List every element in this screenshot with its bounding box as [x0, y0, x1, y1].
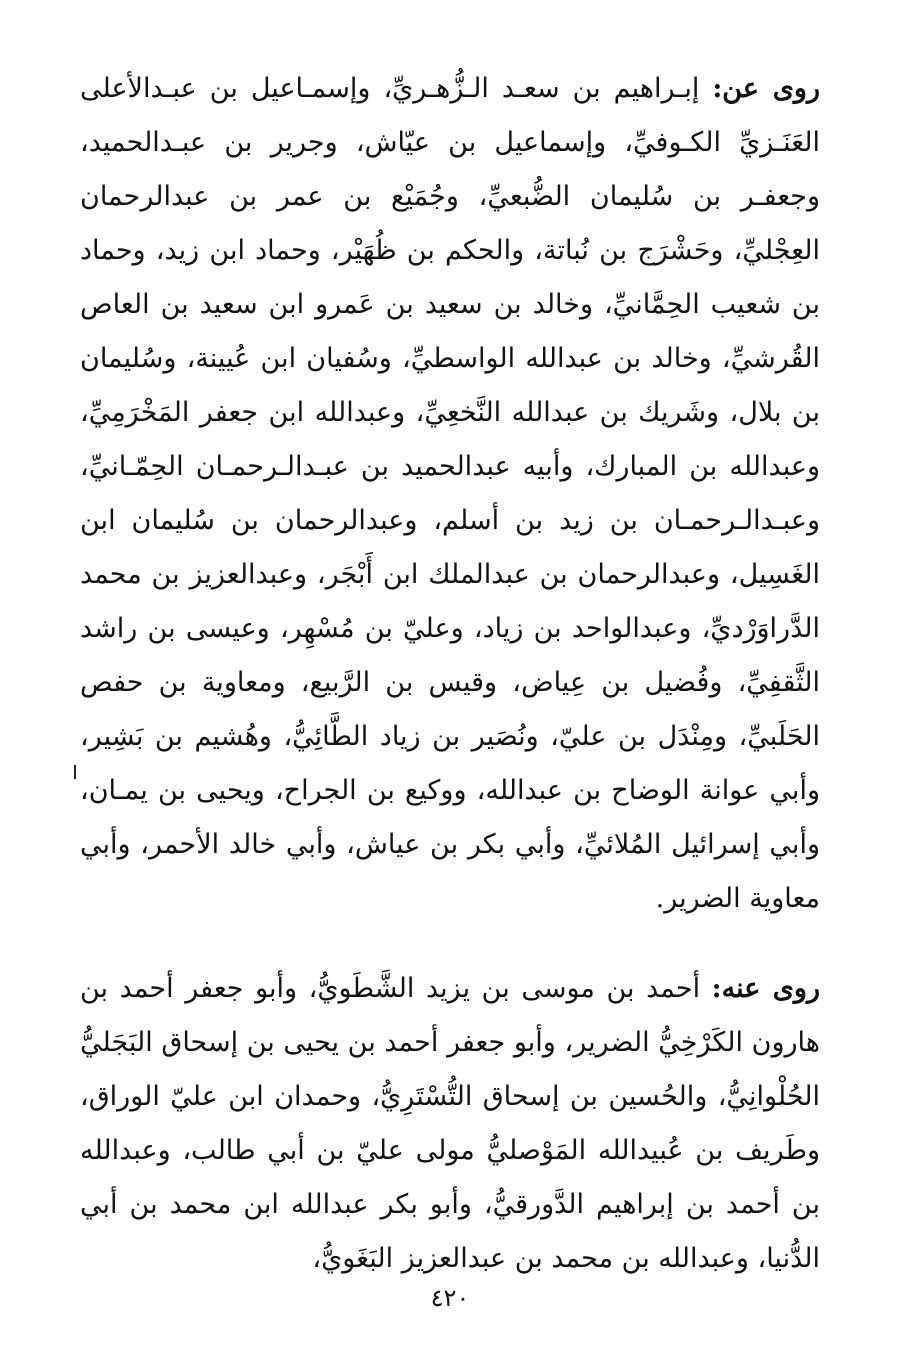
document-page [80, 62, 820, 1312]
narrated-from-text: إبـراهيم بن سعـد الـزُّهـريِّ، وإسمـاعيل بن عبـدالأعلى العَنَـزيِّ الكـوفيِّ، وإسماعيل بن عيّاش، وجرير بن عبـدالحميد، وجعفـر بن سُليمان الضُّبعيِّ، وجُمَيْع بن عمر بن عبدالرحمان العِجْليِّ، وحَشْرَج بن نُباتة، والحكم بن ظُهَيْر، وحماد ابن زيد، وحماد بن شعيب الحِمَّانيِّ، وخالد بن سعيد بن عَمرو ابن سعيد بن العاص القُرشيِّ، وخالد بن عبدالله الواسطيِّ، وسُفيان ابن عُيينة، وسُليمان بن بلال، وشَريك بن عبدالله النَّخعِيِّ، وعبدالله ابن جعفر المَخْرَمِيِّ، وعبدالله بن المبارك، وأبيه عبدالحميد بن عبـدالـرحمـان الحِمّـانيِّ، وعبـدالـرحمـان بن زيد بن أسلم، وعبدالرحمان بن سُليمان ابن الغَسِيل، وعبدالرحمان بن عبدالملك ابن أَبْجَر، وعبدالعزيز بن محمد الدَّراوَرْديِّ، وعبدالواحد بن زياد، وعليّ بن مُسْهِر، وعيسى بن راشد الثَّقفِيِّ، وفُضيل بن عِياض، وقيس بن الرَّبيع، ومعاوية بن حفص الحَلَبيِّ، ومِنْدَل بن عليّ، ونُصَير بن زياد الطَّائِيُّ، وهُشيم بن بَشِير، وأبي عوانة الوضاح بن عبدالله، ووكيع بن الجراح، ويحيى بن يمـان، وأبي إسرائيل المُلائيِّ، وأبي بكر بن عياش، وأبي خالد الأحمر، وأبي معاوية الضرير. [80, 73, 820, 914]
page-number: ٤٢٠ [430, 1284, 470, 1312]
narrated-from-paragraph [80, 62, 820, 926]
narrated-by-label: روى عنه: [711, 973, 820, 1004]
narrated-by-text: أحمد بن موسى بن يزيد الشَّطَويُّ، وأبو جعفر أحمد بن هارون الكَرْخِيُّ الضرير، وأبو جعفر أحمد بن يحيى بن إسحاق البَجَليُّ الحُلْوانِيُّ، والحُسين بن إسحاق التُّسْتَرِيُّ، وحمدان ابن عليّ الوراق، وطَريف بن عُبيدالله المَوْصليُّ مولى عليّ بن أبي طالب، وعبدالله بن أحمد بن إبراهيم الدَّورقيُّ، وأبو بكر عبدالله ابن محمد بن أبي الدُّنيا، وعبدالله بن محمد بن عبدالعزيز البَغَويُّ، [80, 973, 820, 1274]
narrated-from-label: روى عن: [712, 73, 820, 104]
narrated-by-paragraph [80, 962, 820, 1286]
margin-mark [74, 765, 76, 779]
